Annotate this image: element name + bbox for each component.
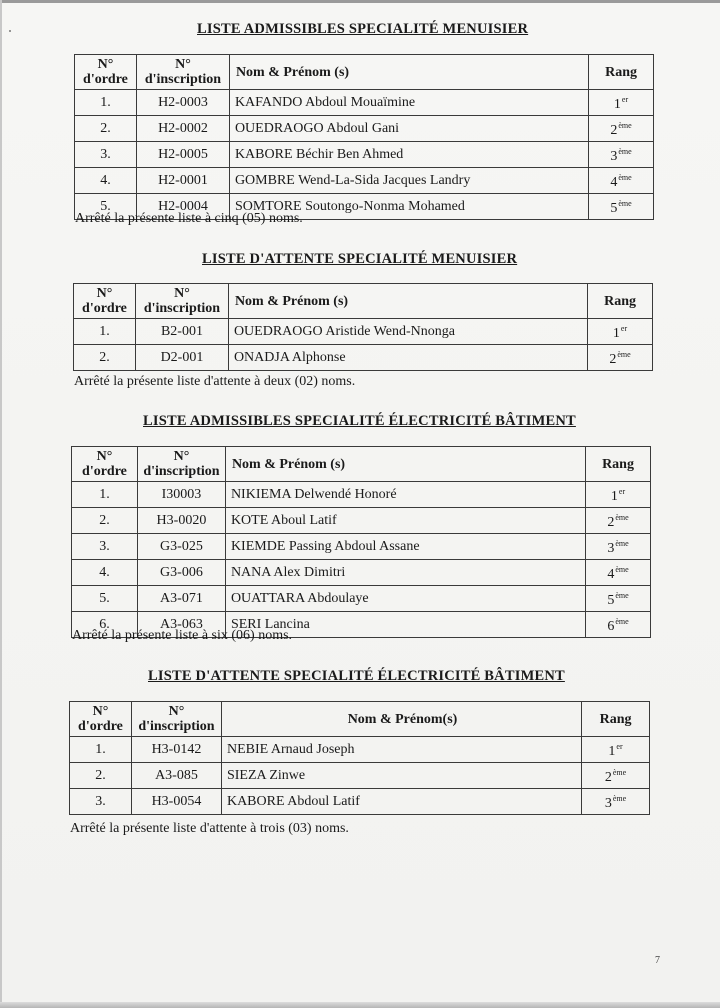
cell-ordre: 1. bbox=[74, 319, 136, 345]
cell-rang bbox=[586, 612, 651, 638]
rang-number: 5 bbox=[610, 201, 618, 216]
col-header-rang: Rang bbox=[589, 55, 654, 90]
cell-ordre: 2. bbox=[75, 116, 137, 142]
rang-number: 4 bbox=[607, 567, 615, 582]
table-row bbox=[72, 586, 651, 612]
cell-rang bbox=[586, 586, 651, 612]
table-row bbox=[75, 142, 654, 168]
cell-rang bbox=[589, 142, 654, 168]
rang-number: 3 bbox=[604, 796, 612, 811]
cell-ordre: 4. bbox=[72, 560, 138, 586]
table-row bbox=[75, 90, 654, 116]
cell-inscription: H2-0004 bbox=[136, 194, 229, 220]
cell-nom: OUATTARA Abdoulaye bbox=[225, 586, 585, 612]
rang-suffix: ème bbox=[618, 121, 632, 130]
col-header-ordre: N° d'ordre bbox=[75, 55, 137, 90]
col-header-ordre: N° d'ordre bbox=[74, 284, 136, 319]
col-header-rang: Rang bbox=[582, 702, 650, 737]
rang-number: 2 bbox=[609, 352, 617, 367]
table-row bbox=[72, 560, 651, 586]
rang-suffix: ème bbox=[612, 768, 627, 777]
cell-inscription: A3-085 bbox=[131, 763, 221, 789]
cell-inscription: I30003 bbox=[137, 482, 225, 508]
col-header-rang: Rang bbox=[588, 284, 653, 319]
scan-top-edge bbox=[0, 0, 720, 3]
col-header-inscription: N° d'inscription bbox=[137, 447, 225, 482]
table-header-row bbox=[70, 702, 650, 737]
cell-inscription: A3-063 bbox=[137, 612, 225, 638]
rang-suffix: ème bbox=[618, 199, 632, 208]
cell-rang bbox=[589, 90, 654, 116]
rang-number: 5 bbox=[607, 593, 615, 608]
table-body bbox=[70, 737, 650, 815]
cell-rang bbox=[586, 508, 651, 534]
table-attente-electricite bbox=[69, 701, 650, 815]
cell-rang bbox=[589, 116, 654, 142]
cell-ordre: 2. bbox=[74, 345, 136, 371]
rang-suffix: ème bbox=[618, 173, 632, 182]
cell-nom: SIEZA Zinwe bbox=[221, 763, 581, 789]
cell-rang bbox=[588, 319, 653, 345]
cell-ordre: 3. bbox=[75, 142, 137, 168]
rang-number: 6 bbox=[607, 619, 615, 634]
rang-number: 1 bbox=[608, 744, 616, 759]
rang-suffix: ème bbox=[612, 794, 627, 803]
col-header-ordre: N° d'ordre bbox=[72, 447, 138, 482]
cell-rang bbox=[582, 789, 650, 815]
cell-nom: OUEDRAOGO Abdoul Gani bbox=[229, 116, 588, 142]
cell-rang bbox=[588, 345, 653, 371]
cell-rang bbox=[582, 763, 650, 789]
rang-number: 4 bbox=[610, 175, 618, 190]
table-row bbox=[72, 534, 651, 560]
table-admissibles-menuisier bbox=[74, 54, 654, 220]
cell-nom: NANA Alex Dimitri bbox=[225, 560, 585, 586]
rang-suffix: er bbox=[616, 742, 623, 751]
cell-nom: KIEMDE Passing Abdoul Assane bbox=[225, 534, 585, 560]
cell-ordre: 3. bbox=[70, 789, 132, 815]
section-title-admissibles-menuisier: LISTE ADMISSIBLES SPECIALITÉ MENUISIER bbox=[197, 21, 529, 37]
cell-nom: KABORE Abdoul Latif bbox=[221, 789, 581, 815]
closing-statement: Arrêté la présente liste d'attente à deux (02) noms. bbox=[74, 374, 356, 389]
rang-number: 1 bbox=[612, 326, 620, 341]
rang-suffix: ème bbox=[617, 350, 631, 359]
section-title-attente-menuisier: LISTE D'ATTENTE SPECIALITÉ MENUISIER bbox=[202, 251, 518, 267]
scan-speck bbox=[9, 30, 11, 32]
rang-number: 2 bbox=[604, 770, 612, 785]
cell-ordre: 3. bbox=[72, 534, 138, 560]
cell-nom: KOTE Aboul Latif bbox=[225, 508, 585, 534]
cell-nom: SERI Lancina bbox=[225, 612, 585, 638]
cell-inscription: H3-0142 bbox=[131, 737, 221, 763]
cell-rang bbox=[586, 534, 651, 560]
cell-ordre: 1. bbox=[75, 90, 137, 116]
table-header-row bbox=[75, 55, 654, 90]
cell-rang bbox=[586, 560, 651, 586]
rang-suffix: ème bbox=[615, 591, 629, 600]
cell-inscription: D2-001 bbox=[135, 345, 228, 371]
cell-nom: OUEDRAOGO Aristide Wend-Nnonga bbox=[228, 319, 587, 345]
col-header-nom: Nom & Prénom (s) bbox=[225, 447, 585, 482]
closing-statement: Arrêté la présente liste d'attente à trois (03) noms. bbox=[70, 821, 349, 836]
scan-left-edge bbox=[0, 0, 2, 1008]
cell-inscription: H3-0054 bbox=[131, 789, 221, 815]
closing-statement: Arrêté la présente liste à six (06) noms. bbox=[72, 628, 293, 643]
closing-statement: Arrêté la présente liste à cinq (05) noms. bbox=[75, 211, 303, 226]
col-header-rang: Rang bbox=[586, 447, 651, 482]
cell-ordre: 6. bbox=[72, 612, 138, 638]
rang-suffix: ème bbox=[615, 565, 629, 574]
cell-inscription: H2-0001 bbox=[136, 168, 229, 194]
col-header-nom: Nom & Prénom (s) bbox=[228, 284, 587, 319]
cell-nom: NIKIEMA Delwendé Honoré bbox=[225, 482, 585, 508]
rang-number: 3 bbox=[607, 541, 615, 556]
rang-suffix: ème bbox=[615, 617, 629, 626]
col-header-inscription: N° d'inscription bbox=[131, 702, 221, 737]
cell-rang bbox=[582, 737, 650, 763]
table-row bbox=[70, 789, 650, 815]
cell-nom: GOMBRE Wend-La-Sida Jacques Landry bbox=[229, 168, 588, 194]
cell-nom: KAFANDO Abdoul Mouaïmine bbox=[229, 90, 588, 116]
cell-nom: ONADJA Alphonse bbox=[228, 345, 587, 371]
table-row bbox=[72, 482, 651, 508]
section-title-attente-electricite: LISTE D'ATTENTE SPECIALITÉ ÉLECTRICITÉ BÂTIMENT bbox=[148, 668, 565, 684]
table-row bbox=[70, 763, 650, 789]
rang-suffix: er bbox=[620, 324, 628, 333]
cell-ordre: 4. bbox=[75, 168, 137, 194]
scan-bottom-edge bbox=[0, 1002, 720, 1008]
cell-ordre: 2. bbox=[70, 763, 132, 789]
table-header-row bbox=[72, 447, 651, 482]
cell-rang bbox=[586, 482, 651, 508]
table-row bbox=[74, 319, 653, 345]
cell-ordre: 1. bbox=[70, 737, 132, 763]
table-body bbox=[72, 482, 651, 638]
table-body bbox=[74, 319, 653, 371]
cell-inscription: H2-0002 bbox=[136, 116, 229, 142]
cell-inscription: B2-001 bbox=[135, 319, 228, 345]
table-row bbox=[72, 508, 651, 534]
table-attente-menuisier bbox=[73, 283, 653, 371]
col-header-nom: Nom & Prénom (s) bbox=[229, 55, 588, 90]
cell-inscription: A3-071 bbox=[137, 586, 225, 612]
rang-suffix: er bbox=[618, 487, 626, 496]
cell-ordre: 5. bbox=[72, 586, 138, 612]
cell-inscription: H3-0020 bbox=[137, 508, 225, 534]
table-body bbox=[75, 90, 654, 220]
rang-number: 1 bbox=[610, 489, 618, 504]
section-title-admissibles-electricite: LISTE ADMISSIBLES SPECIALITÉ ÉLECTRICITÉ BÂTIMENT bbox=[143, 413, 576, 429]
rang-number: 2 bbox=[610, 123, 618, 138]
table-admissibles-electricite bbox=[71, 446, 651, 638]
rang-number: 1 bbox=[613, 97, 621, 112]
rang-suffix: ème bbox=[618, 147, 632, 156]
col-header-inscription: N° d'inscription bbox=[136, 55, 229, 90]
cell-inscription: G3-025 bbox=[137, 534, 225, 560]
rang-suffix: er bbox=[621, 95, 629, 104]
col-header-ordre: N° d'ordre bbox=[70, 702, 132, 737]
cell-nom: NEBIE Arnaud Joseph bbox=[221, 737, 581, 763]
cell-inscription: G3-006 bbox=[137, 560, 225, 586]
table-row bbox=[74, 345, 653, 371]
table-row bbox=[75, 116, 654, 142]
rang-number: 3 bbox=[610, 149, 618, 164]
col-header-inscription: N° d'inscription bbox=[135, 284, 228, 319]
cell-rang bbox=[589, 168, 654, 194]
table-row bbox=[70, 737, 650, 763]
page-mark: 7 bbox=[655, 955, 660, 966]
cell-ordre: 2. bbox=[72, 508, 138, 534]
table-header-row bbox=[74, 284, 653, 319]
cell-nom: SOMTORE Soutongo-Nonma Mohamed bbox=[229, 194, 588, 220]
cell-inscription: H2-0003 bbox=[136, 90, 229, 116]
table-row bbox=[75, 168, 654, 194]
rang-number: 2 bbox=[607, 515, 615, 530]
rang-suffix: ème bbox=[615, 513, 629, 522]
col-header-nom: Nom & Prénom(s) bbox=[221, 702, 581, 737]
cell-ordre: 5. bbox=[75, 194, 137, 220]
cell-nom: KABORE Béchir Ben Ahmed bbox=[229, 142, 588, 168]
cell-rang bbox=[589, 194, 654, 220]
cell-inscription: H2-0005 bbox=[136, 142, 229, 168]
cell-ordre: 1. bbox=[72, 482, 138, 508]
rang-suffix: ème bbox=[615, 539, 629, 548]
